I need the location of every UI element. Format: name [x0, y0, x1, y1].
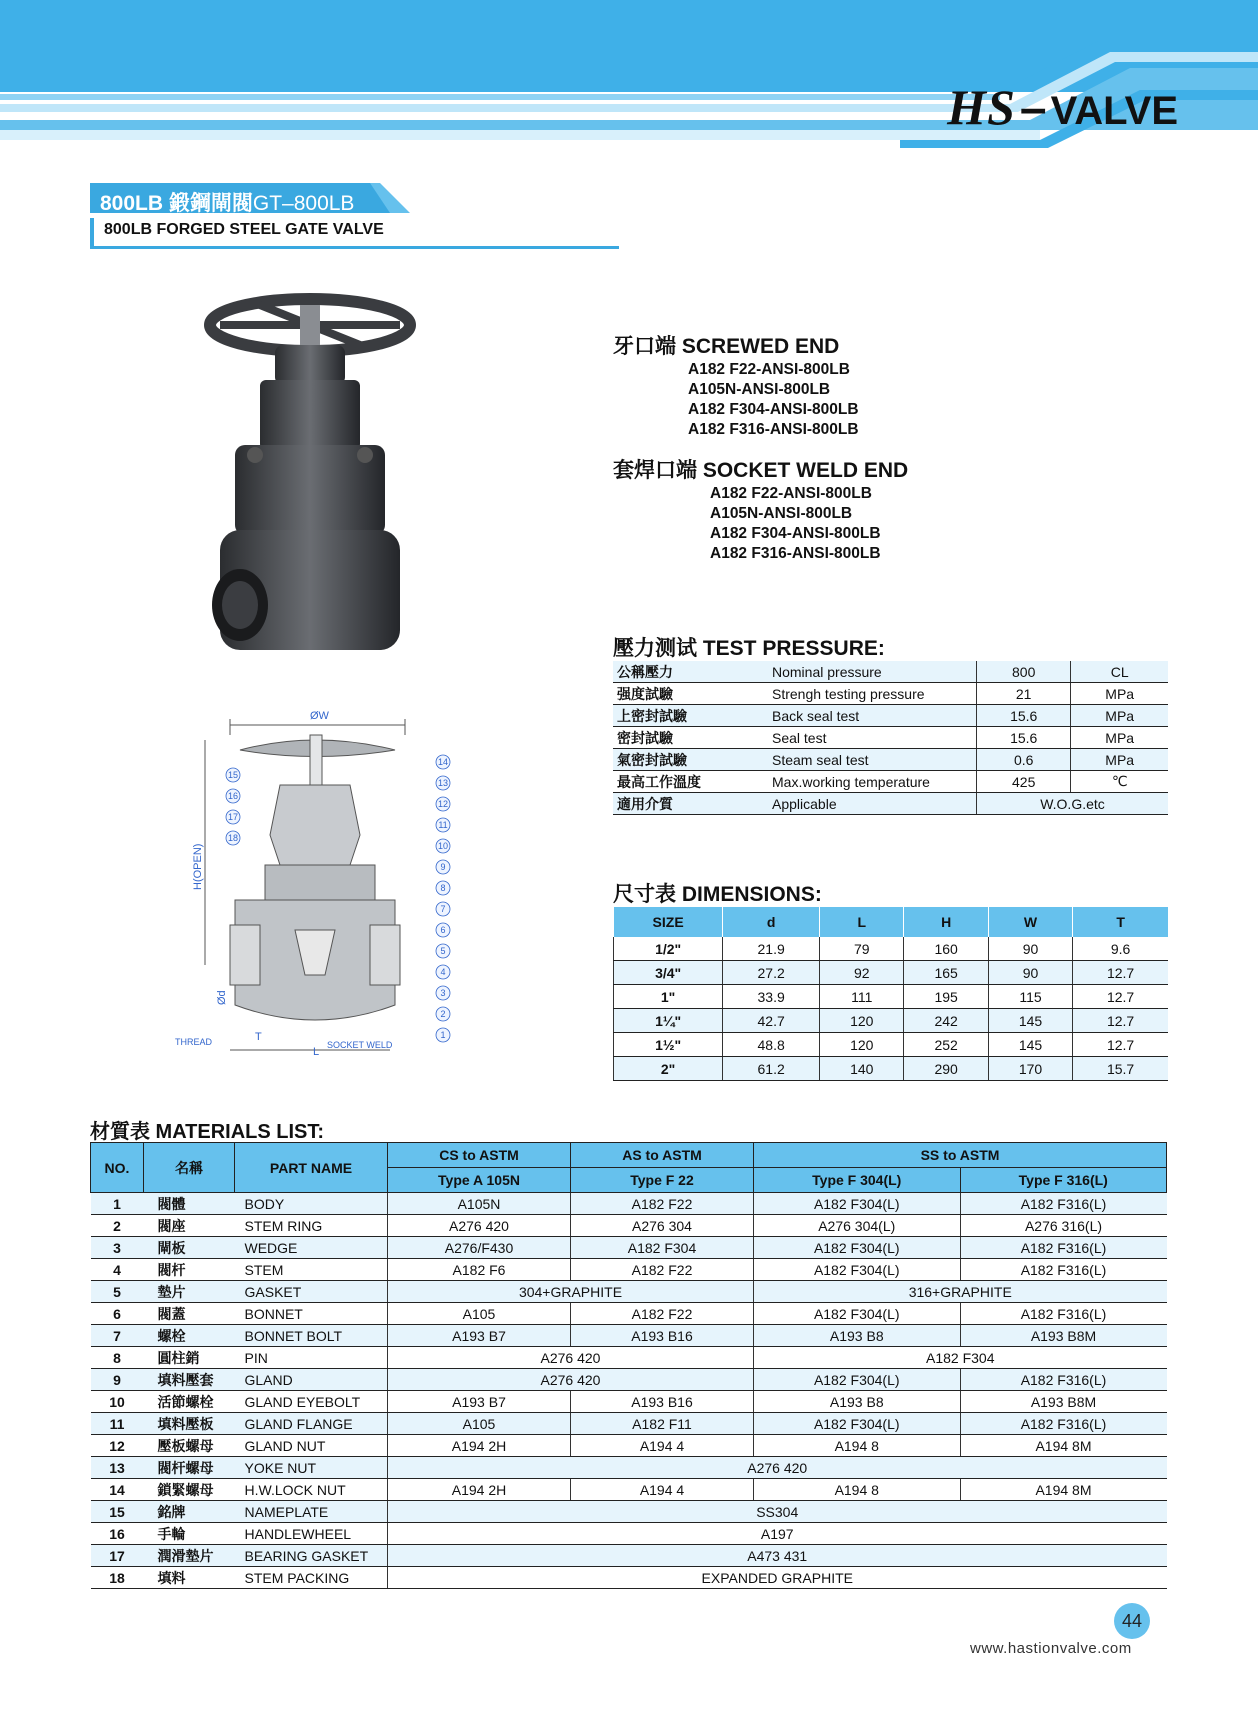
table-row — [91, 1435, 1167, 1457]
tp-value: 0.6 — [977, 749, 1071, 771]
mat-cell: A194 8 — [754, 1435, 961, 1457]
tp-en-label: Applicable — [768, 793, 977, 815]
mat-no: 8 — [91, 1347, 144, 1369]
dim-cell: 165 — [904, 961, 988, 985]
table-row — [91, 1567, 1167, 1589]
dim-cell: 90 — [988, 937, 1072, 961]
mat-cn-name: 閥蓋 — [144, 1303, 235, 1325]
mat-cell: A182 F304(L) — [754, 1303, 961, 1325]
table-row — [614, 985, 1169, 1009]
label-h: H(OPEN) — [192, 843, 204, 890]
mat-part-name: STEM — [235, 1259, 388, 1281]
col-type-f304: Type F 304(L) — [754, 1168, 961, 1193]
dim-cell: 15.7 — [1073, 1057, 1168, 1081]
balloon-13: 13 — [437, 778, 449, 788]
dim-cell: 252 — [904, 1033, 988, 1057]
mat-no: 12 — [91, 1435, 144, 1457]
mat-cn-name: 閥杆螺母 — [144, 1457, 235, 1479]
dim-cell: 1¼" — [614, 1009, 723, 1033]
mat-part-name: GASKET — [235, 1281, 388, 1303]
table-row — [613, 749, 1168, 771]
mat-cell: 304+GRAPHITE — [388, 1281, 754, 1303]
mat-part-name: GLAND — [235, 1369, 388, 1391]
mat-cell: A276 316(L) — [960, 1215, 1167, 1237]
balloon-16: 16 — [227, 791, 239, 801]
mat-no: 18 — [91, 1567, 144, 1589]
mat-part-name: GLAND NUT — [235, 1435, 388, 1457]
mat-cell: A276 420 — [388, 1347, 754, 1369]
mat-part-name: HANDLEWHEEL — [235, 1523, 388, 1545]
mat-part-name: STEM PACKING — [235, 1567, 388, 1589]
label-d: Ød — [216, 990, 228, 1005]
mat-cell: A194 8M — [960, 1435, 1167, 1457]
mat-cn-name: 銘牌 — [144, 1501, 235, 1523]
table-row — [91, 1501, 1167, 1523]
dim-cell: 90 — [988, 961, 1072, 985]
dimensions-table — [613, 907, 1168, 1081]
dim-cell: 1" — [614, 985, 723, 1009]
label-t: T — [255, 1031, 262, 1043]
mat-cell: A105 — [388, 1413, 571, 1435]
balloon-6: 6 — [440, 925, 446, 935]
dim-cell: 92 — [820, 961, 904, 985]
balloon-7: 7 — [440, 904, 446, 914]
tp-value: 425 — [977, 771, 1071, 793]
mat-part-name: H.W.LOCK NUT — [235, 1479, 388, 1501]
balloon-14: 14 — [437, 757, 449, 767]
page-title: 800LB 鍛鋼閘閥GT–800LB — [100, 192, 355, 215]
mat-part-name: PIN — [235, 1347, 388, 1369]
mat-cn-name: 閘板 — [144, 1237, 235, 1259]
mat-no: 13 — [91, 1457, 144, 1479]
tp-en-label: Steam seal test — [768, 749, 977, 771]
mat-cell: A105 — [388, 1303, 571, 1325]
label-w: ØW — [310, 710, 329, 722]
mat-cn-name: 墊片 — [144, 1281, 235, 1303]
mat-cell: A276 420 — [388, 1369, 754, 1391]
tp-cn-label: 强度試驗 — [613, 683, 768, 705]
col-ss: SS to ASTM — [754, 1143, 1167, 1168]
tp-unit: MPa — [1071, 727, 1168, 749]
col-no: NO. — [91, 1143, 144, 1193]
mat-cell: A182 F304(L) — [754, 1259, 961, 1281]
mat-part-name: BEARING GASKET — [235, 1545, 388, 1567]
balloon-10: 10 — [437, 841, 449, 851]
mat-cell: A182 F316(L) — [960, 1259, 1167, 1281]
mat-cell: A276 304(L) — [754, 1215, 961, 1237]
test-pressure-table — [613, 661, 1168, 815]
col-part: PART NAME — [235, 1143, 388, 1193]
mat-part-name: GLAND FLANGE — [235, 1413, 388, 1435]
mat-cell: A182 F316(L) — [960, 1369, 1167, 1391]
page-subtitle: 800LB FORGED STEEL GATE VALVE — [90, 218, 619, 249]
mat-cell: A182 F22 — [571, 1193, 754, 1215]
label-l: L — [313, 1046, 320, 1058]
tp-cn-label: 密封試驗 — [613, 727, 768, 749]
page-number: 44 — [1114, 1603, 1150, 1639]
mat-no: 15 — [91, 1501, 144, 1523]
table-row — [91, 1347, 1167, 1369]
dim-cell: 290 — [904, 1057, 988, 1081]
materials-heading: 材質表 MATERIALS LIST: — [90, 1121, 325, 1143]
table-row — [91, 1369, 1167, 1391]
mat-cell: A194 4 — [571, 1435, 754, 1457]
mat-part-name: NAMEPLATE — [235, 1501, 388, 1523]
table-row — [613, 661, 1168, 683]
tp-value: 21 — [977, 683, 1071, 705]
tp-en-label: Nominal pressure — [768, 661, 977, 683]
mat-cell: A194 2H — [388, 1479, 571, 1501]
mat-cell: A276 420 — [388, 1457, 1167, 1479]
dim-col-header: SIZE — [614, 907, 723, 937]
mat-cell: A182 F316(L) — [960, 1413, 1167, 1435]
label-socket: SOCKET WELD — [327, 1040, 393, 1050]
dim-cell: 1/2" — [614, 937, 723, 961]
balloon-3: 3 — [440, 988, 446, 998]
table-row — [91, 1391, 1167, 1413]
mat-cell: A182 F11 — [571, 1413, 754, 1435]
tp-value: W.O.G.etc — [977, 793, 1169, 815]
mat-cell: A276 304 — [571, 1215, 754, 1237]
mat-cell: A182 F316(L) — [960, 1237, 1167, 1259]
test-pressure-heading: 壓力测试 TEST PRESSURE: — [613, 637, 885, 660]
mat-cell: A182 F22 — [571, 1303, 754, 1325]
dim-cell: 120 — [820, 1033, 904, 1057]
mat-cn-name: 鎖緊螺母 — [144, 1479, 235, 1501]
table-row — [91, 1413, 1167, 1435]
mat-cell: A193 B8M — [960, 1325, 1167, 1347]
tp-cn-label: 氣密封試驗 — [613, 749, 768, 771]
mat-part-name: WEDGE — [235, 1237, 388, 1259]
tp-en-label: Strengh testing pressure — [768, 683, 977, 705]
mat-no: 17 — [91, 1545, 144, 1567]
mat-no: 10 — [91, 1391, 144, 1413]
table-row — [613, 705, 1168, 727]
table-row — [91, 1259, 1167, 1281]
col-type-a105n: Type A 105N — [388, 1168, 571, 1193]
dim-cell: 145 — [988, 1009, 1072, 1033]
dim-cell: 115 — [988, 985, 1072, 1009]
mat-cn-name: 閥座 — [144, 1215, 235, 1237]
dim-cell: 1½" — [614, 1033, 723, 1057]
mat-no: 4 — [91, 1259, 144, 1281]
dim-cell: 12.7 — [1073, 1033, 1168, 1057]
table-row — [91, 1237, 1167, 1259]
mat-cell: A105N — [388, 1193, 571, 1215]
tp-cn-label: 適用介質 — [613, 793, 768, 815]
table-row — [613, 727, 1168, 749]
table-row — [91, 1193, 1167, 1215]
table-row — [613, 793, 1168, 815]
table-row — [614, 937, 1169, 961]
mat-cell: A194 2H — [388, 1435, 571, 1457]
mat-cell: A194 8 — [754, 1479, 961, 1501]
valve-photo — [200, 295, 420, 695]
col-as: AS to ASTM — [571, 1143, 754, 1168]
mat-cell: A182 F304(L) — [754, 1369, 961, 1391]
balloon-12: 12 — [437, 799, 449, 809]
end-types — [613, 330, 908, 564]
dim-cell: 9.6 — [1073, 937, 1168, 961]
mat-no: 9 — [91, 1369, 144, 1391]
tp-unit: MPa — [1071, 705, 1168, 727]
mat-cn-name: 填料壓套 — [144, 1369, 235, 1391]
tp-unit: MPa — [1071, 749, 1168, 771]
balloon-4: 4 — [440, 967, 446, 977]
dim-cell: 242 — [904, 1009, 988, 1033]
dim-cell: 21.9 — [723, 937, 820, 961]
mat-cn-name: 閥體 — [144, 1193, 235, 1215]
table-row — [91, 1303, 1167, 1325]
mat-cn-name: 圓柱銷 — [144, 1347, 235, 1369]
balloon-9: 9 — [440, 862, 446, 872]
mat-cell: A182 F304 — [754, 1347, 1167, 1369]
dim-cell: 79 — [820, 937, 904, 961]
table-row — [91, 1479, 1167, 1501]
mat-cell: A194 8M — [960, 1479, 1167, 1501]
dim-cell: 42.7 — [723, 1009, 820, 1033]
mat-cell: A193 B7 — [388, 1391, 571, 1413]
mat-cell: A276 420 — [388, 1215, 571, 1237]
table-row — [91, 1325, 1167, 1347]
mat-cn-name: 潤滑墊片 — [144, 1545, 235, 1567]
mat-cell: A182 F316(L) — [960, 1193, 1167, 1215]
mat-part-name: YOKE NUT — [235, 1457, 388, 1479]
mat-cell: A193 B16 — [571, 1391, 754, 1413]
dim-col-header: W — [988, 907, 1072, 937]
mat-cell: A193 B8M — [960, 1391, 1167, 1413]
mat-cell: 316+GRAPHITE — [754, 1281, 1167, 1303]
table-row — [91, 1457, 1167, 1479]
mat-no: 14 — [91, 1479, 144, 1501]
screwed-end-list: A182 F22-ANSI-800LB A105N-ANSI-800LB A182 F304-ANSI-800LB A182 F316-ANSI-800LB — [688, 361, 859, 438]
mat-no: 6 — [91, 1303, 144, 1325]
balloon-18: 18 — [227, 833, 239, 843]
mat-no: 3 — [91, 1237, 144, 1259]
tp-en-label: Back seal test — [768, 705, 977, 727]
table-row — [91, 1215, 1167, 1237]
section-drawing — [175, 705, 475, 1058]
dim-cell: 120 — [820, 1009, 904, 1033]
dim-cell: 3/4" — [614, 961, 723, 985]
mat-cn-name: 活節螺栓 — [144, 1391, 235, 1413]
mat-part-name: BODY — [235, 1193, 388, 1215]
dim-cell: 160 — [904, 937, 988, 961]
table-row — [614, 1057, 1169, 1081]
tp-cn-label: 公稱壓力 — [613, 661, 768, 683]
mat-no: 7 — [91, 1325, 144, 1347]
balloon-5: 5 — [440, 946, 446, 956]
mat-cell: EXPANDED GRAPHITE — [388, 1567, 1167, 1589]
dim-cell: 27.2 — [723, 961, 820, 985]
dim-cell: 12.7 — [1073, 1009, 1168, 1033]
balloon-8: 8 — [440, 883, 446, 893]
mat-cell: SS304 — [388, 1501, 1167, 1523]
table-row — [614, 1009, 1169, 1033]
mat-no: 11 — [91, 1413, 144, 1435]
dim-cell: 145 — [988, 1033, 1072, 1057]
mat-no: 2 — [91, 1215, 144, 1237]
mat-cell: A182 F22 — [571, 1259, 754, 1281]
tp-unit: MPa — [1071, 683, 1168, 705]
mat-cn-name: 閥杆 — [144, 1259, 235, 1281]
mat-cell: A193 B8 — [754, 1325, 961, 1347]
table-row — [91, 1523, 1167, 1545]
tp-unit: CL — [1071, 661, 1168, 683]
socket-end-list: A182 F22-ANSI-800LB A105N-ANSI-800LB A182 F304-ANSI-800LB A182 F316-ANSI-800LB — [710, 485, 881, 562]
balloon-2: 2 — [440, 1009, 446, 1019]
mat-cell: A182 F304(L) — [754, 1413, 961, 1435]
tp-en-label: Seal test — [768, 727, 977, 749]
mat-cell: A193 B7 — [388, 1325, 571, 1347]
tp-en-label: Max.working temperature — [768, 771, 977, 793]
col-cn: 名稱 — [144, 1143, 235, 1193]
screwed-end-heading: 牙口端 SCREWED END — [613, 335, 840, 358]
mat-cn-name: 填料 — [144, 1567, 235, 1589]
dim-col-header: T — [1073, 907, 1168, 937]
mat-no: 1 — [91, 1193, 144, 1215]
dim-col-header: d — [723, 907, 820, 937]
dim-col-header: L — [820, 907, 904, 937]
dim-cell: 195 — [904, 985, 988, 1009]
dimensions-heading: 尺寸表 DIMENSIONS: — [613, 883, 822, 906]
dim-cell: 170 — [988, 1057, 1072, 1081]
dim-cell: 61.2 — [723, 1057, 820, 1081]
footer-url: www.hastionvalve.com — [970, 1640, 1132, 1657]
label-thread: THREAD — [175, 1037, 213, 1047]
mat-cell: A194 4 — [571, 1479, 754, 1501]
table-row — [613, 771, 1168, 793]
mat-no: 5 — [91, 1281, 144, 1303]
mat-cn-name: 壓板螺母 — [144, 1435, 235, 1457]
col-type-f22: Type F 22 — [571, 1168, 754, 1193]
mat-cell: A193 B16 — [571, 1325, 754, 1347]
tp-value: 15.6 — [977, 705, 1071, 727]
col-type-f316: Type F 316(L) — [960, 1168, 1167, 1193]
dim-cell: 12.7 — [1073, 961, 1168, 985]
mat-part-name: GLAND EYEBOLT — [235, 1391, 388, 1413]
mat-no: 16 — [91, 1523, 144, 1545]
balloon-17: 17 — [227, 812, 239, 822]
tp-value: 800 — [977, 661, 1071, 683]
brand-logo: HS– VALVE — [947, 79, 1178, 135]
table-row — [614, 1033, 1169, 1057]
mat-part-name: BONNET — [235, 1303, 388, 1325]
mat-cell: A197 — [388, 1523, 1167, 1545]
dim-cell: 2" — [614, 1057, 723, 1081]
tp-cn-label: 最高工作溫度 — [613, 771, 768, 793]
mat-cell: A276/F430 — [388, 1237, 571, 1259]
mat-cell: A182 F304 — [571, 1237, 754, 1259]
mat-cell: A182 F304(L) — [754, 1237, 961, 1259]
mat-cell: A193 B8 — [754, 1391, 961, 1413]
mat-cell: A182 F304(L) — [754, 1193, 961, 1215]
col-cs: CS to ASTM — [388, 1143, 571, 1168]
mat-cell: A473 431 — [388, 1545, 1167, 1567]
balloon-15: 15 — [227, 770, 239, 780]
dim-cell: 140 — [820, 1057, 904, 1081]
tp-unit: ℃ — [1071, 771, 1168, 793]
materials-table — [90, 1142, 1167, 1589]
mat-cn-name: 手輪 — [144, 1523, 235, 1545]
mat-cn-name: 填料壓板 — [144, 1413, 235, 1435]
mat-cell: A182 F6 — [388, 1259, 571, 1281]
dim-cell: 48.8 — [723, 1033, 820, 1057]
mat-part-name: STEM RING — [235, 1215, 388, 1237]
table-row — [91, 1281, 1167, 1303]
balloon-1: 1 — [440, 1030, 446, 1040]
socket-end-heading: 套焊口端 SOCKET WELD END — [613, 459, 909, 482]
table-row — [91, 1545, 1167, 1567]
tp-cn-label: 上密封試驗 — [613, 705, 768, 727]
dim-cell: 12.7 — [1073, 985, 1168, 1009]
balloon-11: 11 — [438, 820, 448, 830]
dim-cell: 111 — [820, 985, 904, 1009]
dim-col-header: H — [904, 907, 988, 937]
table-row — [614, 961, 1169, 985]
tp-value: 15.6 — [977, 727, 1071, 749]
dim-cell: 33.9 — [723, 985, 820, 1009]
mat-part-name: BONNET BOLT — [235, 1325, 388, 1347]
table-row — [613, 683, 1168, 705]
mat-cell: A182 F316(L) — [960, 1303, 1167, 1325]
mat-cn-name: 螺栓 — [144, 1325, 235, 1347]
